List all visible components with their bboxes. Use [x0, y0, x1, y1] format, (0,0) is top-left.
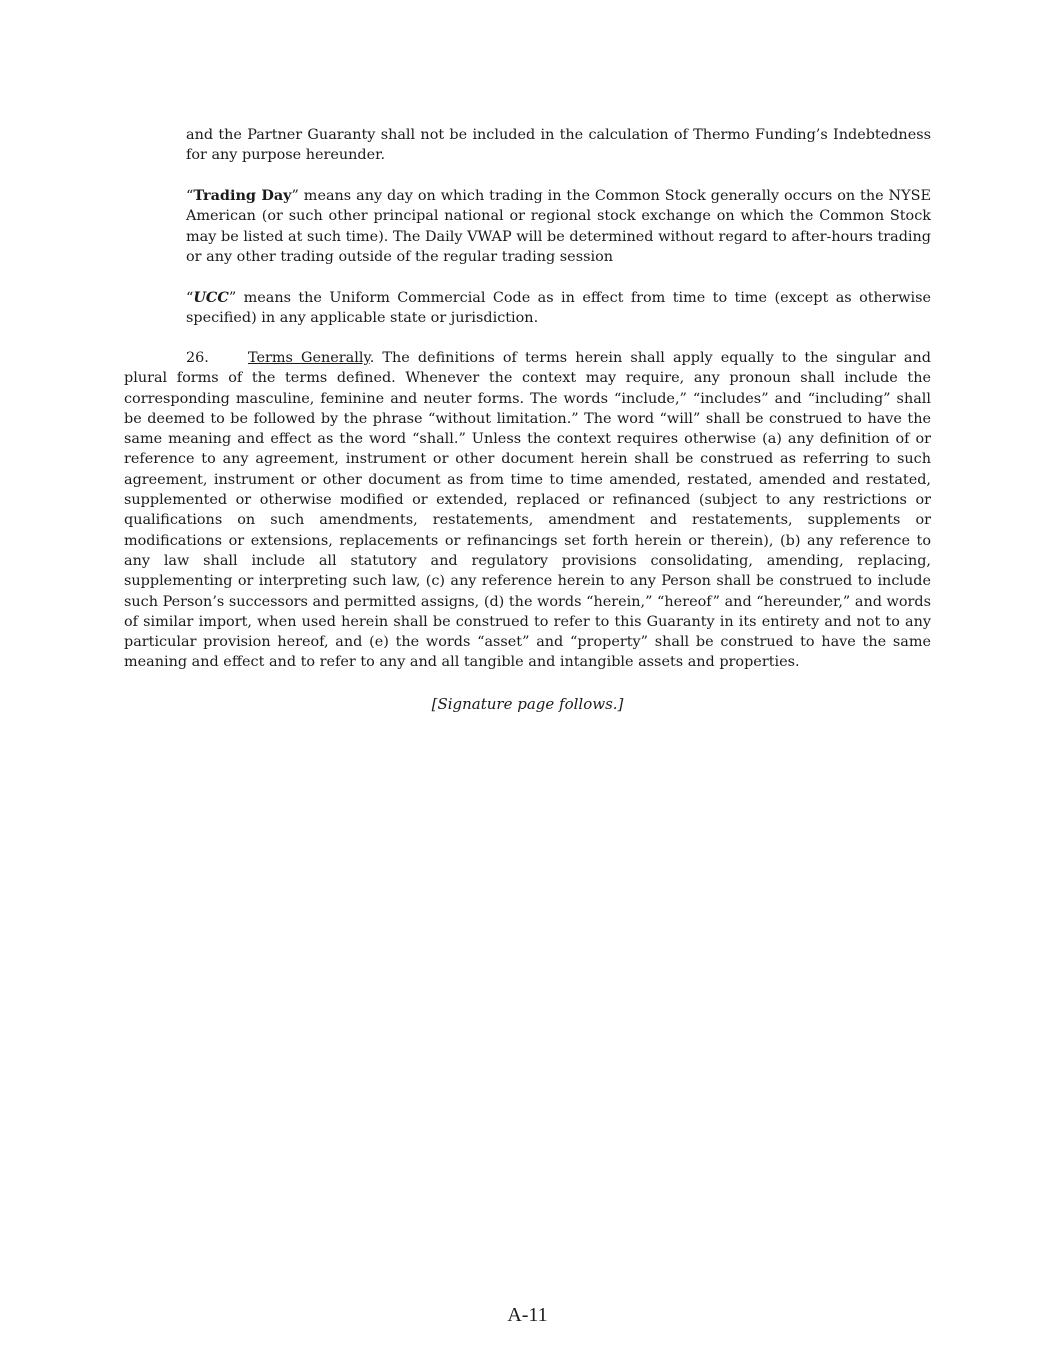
open-quote: “	[186, 290, 194, 306]
section-heading: Terms Generally	[248, 350, 370, 366]
definition-ucc	[186, 288, 931, 329]
open-quote: “	[186, 188, 194, 204]
section-terms-generally	[124, 348, 931, 673]
section-number: 26.	[186, 350, 209, 366]
definition-trading-day	[186, 186, 931, 267]
definition-body: ” means any day on which trading in the Common Stock generally occurs on the NYSE American (or such other principal national or regional stock exchange on which the Common Stock may be listed at such time). The Daily VWAP will be determined without regard to after-hours trading or any other trading outside of the regular trading session	[186, 188, 932, 265]
signature-page-note: [Signature page follows.]	[431, 695, 624, 713]
carryover-paragraph: and the Partner Guaranty shall not be included in the calculation of Thermo Funding’s Indebtedness for any purpose hereunder.	[186, 127, 931, 164]
definition-body: ” means the Uniform Commercial Code as in effect from time to time (except as otherwise specified) in any applicable state or jurisdiction.	[186, 290, 931, 327]
defined-term: Trading Day	[193, 187, 292, 204]
defined-term: UCC	[193, 289, 229, 306]
page-number: A-11	[507, 1304, 548, 1326]
section-body: . The definitions of terms herein shall apply equally to the singular and plural forms of the terms defined. Whenever the context may require, any pronoun shall include the corresponding masculine, feminine and neuter forms. The words “include,” “includes” and “including” shall be deemed to be followed by the phrase “without limitation.” The word “will” shall be construed to have the same meaning and effect as the word “shall.” Unless the context requires otherwise (a) any definition of or reference to any agreement, instrument or other document herein shall be construed as referring to such agreement, instrument or other document as from time to time amended, restated, amended and restated, supplemented or otherwise modified or extended, replaced or refinanced (subject to any restrictions or qualifications on such amendments, restatements, amendment and restatements, supplements or modifications or extensions, replacements or refinancings set forth herein or therein), (b) any reference to any law shall include all statutory and regulatory provisions consolidating, amending, replacing, supplementing or interpreting such law, (c) any reference herein to any Person shall be construed to include such Person’s successors and permitted assigns, (d) the words “herein,” “hereof” and “hereunder,” and words of similar import, when used herein shall be construed to refer to this Guaranty in its entirety and not to any particular provision hereof, and (e) the words “asset” and “property” shall be construed to have the same meaning and effect and to refer to any and all tangible and intangible assets and properties.	[124, 350, 931, 671]
